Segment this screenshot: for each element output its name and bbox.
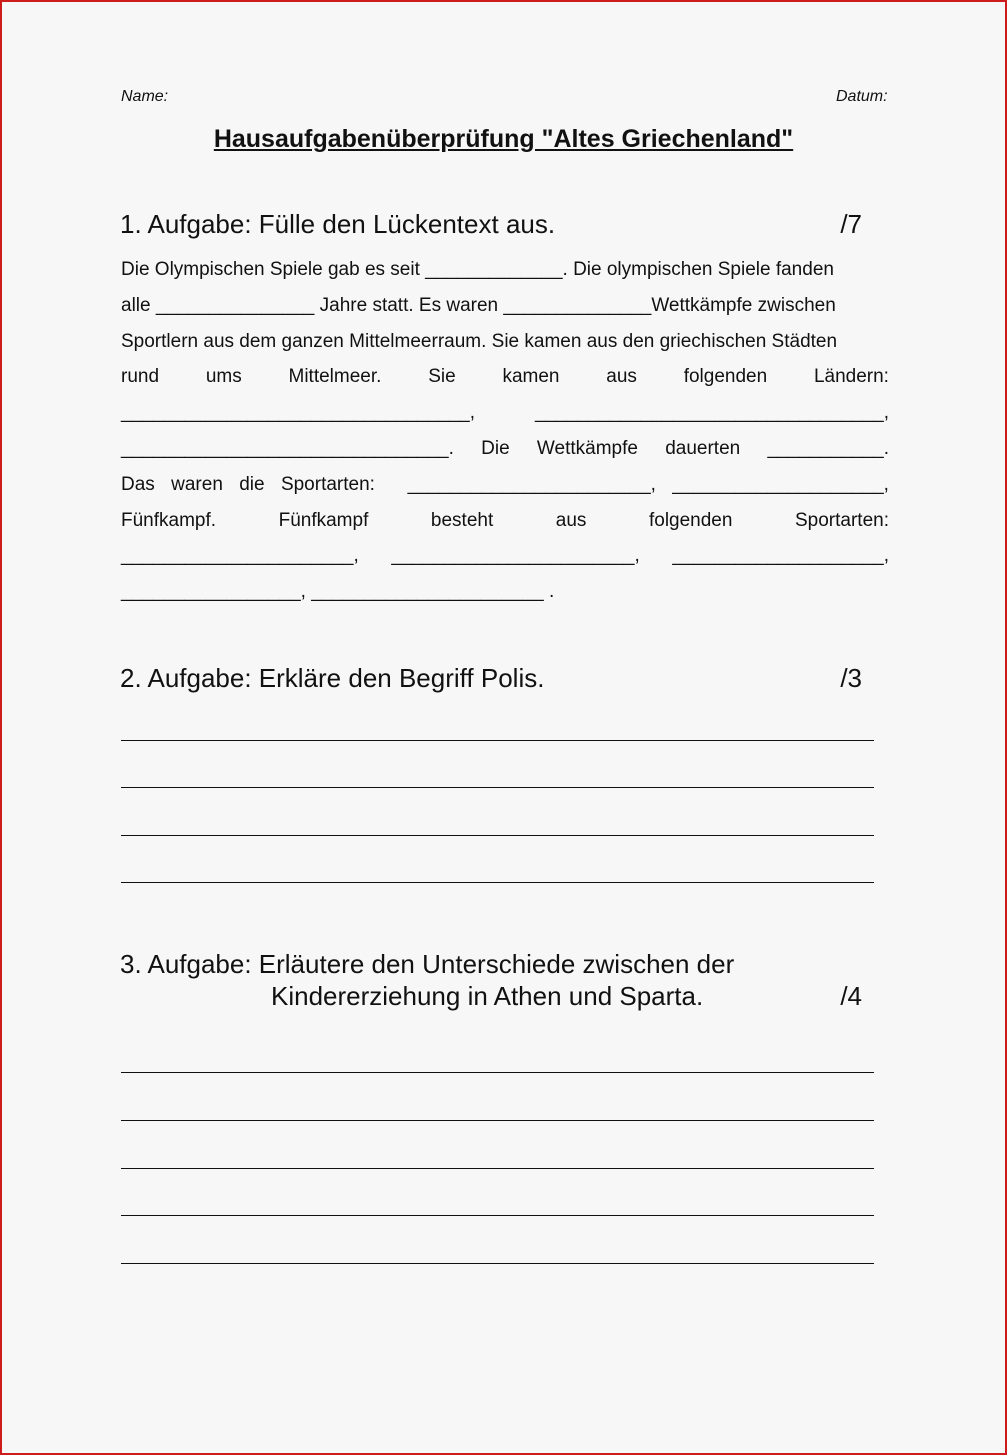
- cloze-segment: Sportlern aus dem ganzen Mittelmeerraum. Sie kamen aus den griechischen Städten: [121, 330, 838, 352]
- task3-heading-line2: Kindererziehung in Athen und Sparta.: [271, 981, 704, 1011]
- cloze-segment[interactable]: Die Olympischen Spiele gab es seit _____________. Die olympischen Spiele fanden: [121, 259, 834, 280]
- cloze-segment: Ländern:: [813, 366, 889, 388]
- cloze-line: [121, 431, 889, 467]
- cloze-segment: aus: [606, 366, 637, 388]
- cloze-line: [121, 324, 889, 360]
- cloze-line: [121, 574, 889, 610]
- cloze-segment: aus: [555, 509, 587, 531]
- cloze-segment: Die: [481, 437, 510, 459]
- task3-answer-line[interactable]: [121, 1263, 874, 1264]
- worksheet-title: Hausaufgabenüberprüfung "Altes Griechenland": [213, 125, 794, 153]
- task3-answer-line[interactable]: [121, 1215, 874, 1216]
- cloze-segment: die: [239, 473, 265, 495]
- cloze-segment: waren: [171, 473, 223, 495]
- cloze-segment: kamen: [502, 366, 560, 388]
- task2-heading: [120, 663, 880, 694]
- name-label: Name:: [121, 88, 169, 105]
- cloze-line: [121, 538, 889, 574]
- task2-answer-line[interactable]: [121, 835, 874, 836]
- cloze-segment: Sportarten:: [794, 509, 889, 531]
- task2-answer-line[interactable]: [121, 787, 874, 788]
- cloze-segment: besteht: [430, 509, 494, 531]
- task1-heading: [120, 209, 880, 240]
- cloze-line: [121, 503, 889, 539]
- task1-cloze-text: [121, 252, 889, 610]
- cloze-segment[interactable]: alle _______________ Jahre statt. Es waren ______________Wettkämpfe zwischen: [121, 294, 836, 316]
- cloze-segment[interactable]: _________________, ______________________ .: [121, 581, 555, 603]
- date-label: Datum:: [836, 88, 888, 105]
- cloze-segment: Das: [121, 473, 155, 495]
- cloze-line: [121, 288, 889, 324]
- cloze-segment[interactable]: ____________________,: [672, 545, 889, 567]
- cloze-segment: Fünfkampf.: [121, 509, 217, 531]
- task2-points: /3: [840, 663, 862, 693]
- cloze-segment: dauerten: [665, 437, 741, 459]
- task3-heading: [120, 949, 880, 980]
- task3-answer-line[interactable]: [121, 1168, 874, 1169]
- cloze-segment: Fünfkampf: [278, 509, 369, 531]
- cloze-segment: Wettkämpfe: [536, 437, 638, 459]
- cloze-segment: folgenden: [683, 366, 768, 388]
- cloze-segment: ums: [205, 366, 242, 388]
- task3-answer-line[interactable]: [121, 1072, 874, 1073]
- task1-heading-text: 1. Aufgabe: Fülle den Lückentext aus.: [120, 209, 556, 239]
- cloze-segment[interactable]: _______________________,: [407, 473, 656, 495]
- cloze-segment[interactable]: ____________________,: [672, 473, 889, 495]
- task1-points: /7: [840, 209, 862, 239]
- cloze-segment[interactable]: ___________.: [767, 437, 889, 459]
- task3-points: /4: [840, 981, 862, 1011]
- task2-answer-line[interactable]: [121, 882, 874, 883]
- cloze-segment: folgenden: [648, 509, 733, 531]
- cloze-segment: Sportarten:: [280, 473, 375, 495]
- cloze-segment[interactable]: _________________________________,: [535, 402, 889, 424]
- task3-answer-line[interactable]: [121, 1120, 874, 1121]
- cloze-segment[interactable]: _______________________________.: [121, 437, 454, 459]
- task3-heading-cont: [120, 981, 880, 1012]
- task3-heading-line1: 3. Aufgabe: Erläutere den Unterschiede zwischen der: [120, 949, 735, 979]
- cloze-segment[interactable]: _________________________________,: [121, 402, 475, 424]
- cloze-segment: Sie: [428, 366, 456, 388]
- task2-answer-line[interactable]: [121, 740, 874, 741]
- task2-heading-text: 2. Aufgabe: Erkläre den Begriff Polis.: [120, 663, 545, 693]
- cloze-segment[interactable]: ______________________,: [121, 545, 359, 567]
- cloze-line: [121, 395, 889, 431]
- cloze-line: [121, 252, 889, 288]
- cloze-line: [121, 467, 889, 503]
- cloze-segment: rund: [121, 366, 160, 388]
- cloze-line: [121, 359, 889, 395]
- cloze-segment: Mittelmeer.: [288, 366, 382, 388]
- cloze-segment[interactable]: _______________________,: [391, 545, 640, 567]
